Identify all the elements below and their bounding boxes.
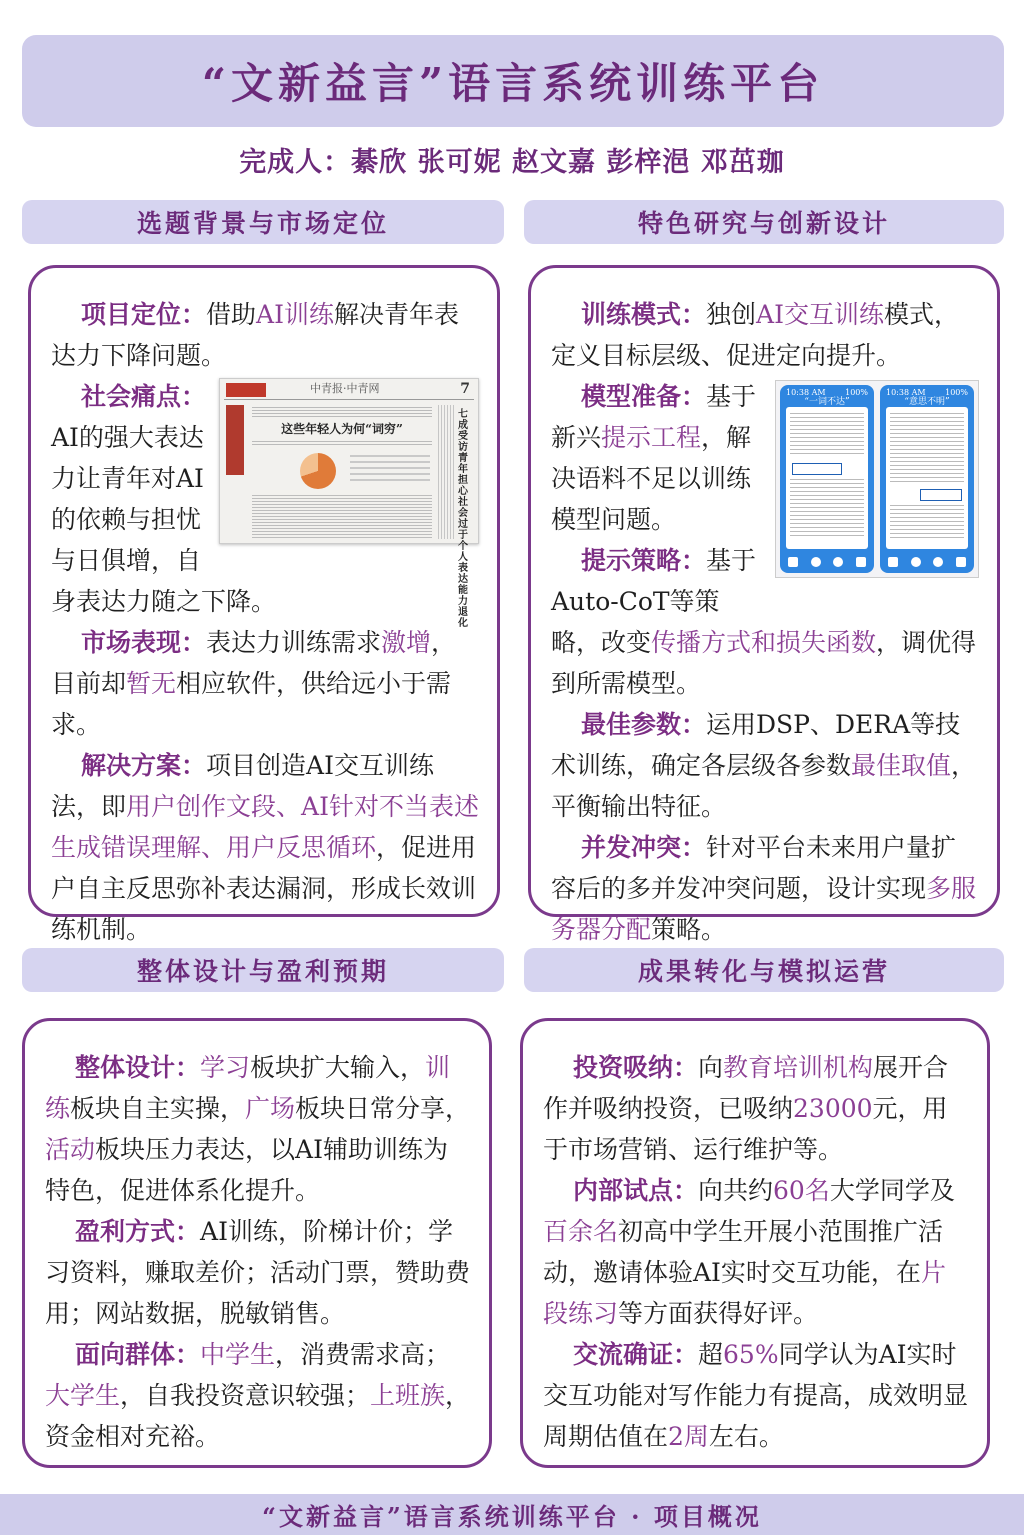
chat-text-lines	[890, 413, 964, 483]
highlight: 65%	[723, 1340, 779, 1369]
newspaper-clipping-image	[219, 378, 479, 629]
highlight: 最佳取值	[851, 751, 952, 780]
highlight: AI训练	[256, 300, 334, 329]
phone-title: “意思不明”	[904, 397, 950, 407]
text: 模式，定义目标层级、促进定向提升。	[551, 300, 959, 370]
status-battery: 100%	[945, 388, 968, 397]
key-label: 内部试点：	[573, 1176, 699, 1205]
text: 借助	[206, 300, 257, 329]
phone-toolbar	[888, 557, 966, 567]
toolbar-icon	[856, 557, 866, 567]
para-best-parameters	[551, 704, 979, 827]
section-heading-results: 成果转化与模拟运营	[524, 948, 1004, 992]
key-label: 训练模式：	[581, 300, 707, 329]
highlight: 学习	[200, 1053, 251, 1082]
text: ，资金相对充裕。	[45, 1381, 471, 1451]
highlight-box	[792, 463, 842, 475]
newspaper-text-lines	[252, 441, 432, 447]
text: 同学认为AI实时交互功能对写作能力有提高，成效明显周期估值在	[543, 1340, 969, 1451]
highlight: 60名	[773, 1176, 830, 1205]
text: 展开合作并吸纳投资，已吸纳	[543, 1053, 949, 1123]
text: 基于Auto-CoT等策略，改变	[551, 546, 757, 657]
key-label: 项目定位：	[81, 300, 207, 329]
card-features	[528, 265, 1000, 944]
newspaper-masthead: 中青报·中青网	[310, 382, 380, 395]
toolbar-icon	[933, 557, 943, 567]
highlight: 上班族	[370, 1381, 446, 1410]
text: AI训练，阶梯计价；学习资料，赚取差价；活动门票，赞助费用；网站数据，脱敏销售。	[45, 1217, 471, 1328]
para-concurrency	[551, 827, 979, 950]
highlight: 暂无	[126, 669, 177, 698]
text: 策略。	[651, 915, 727, 944]
text: ，促进用户自主反思弥补表达漏洞，形成长效训练机制。	[51, 833, 477, 944]
authors-line: 完成人：綦欣 张可妮 赵文嘉 彭梓浥 邓茁珈	[239, 147, 785, 178]
text: 等方面获得好评。	[618, 1299, 819, 1328]
text: 超	[698, 1340, 724, 1369]
newspaper-side-tag	[226, 405, 244, 475]
card-design	[22, 1018, 492, 1468]
para-feedback	[543, 1334, 969, 1457]
toolbar-icon	[811, 557, 821, 567]
toolbar-icon	[911, 557, 921, 567]
highlight: 教育培训机构	[723, 1053, 874, 1082]
toolbar-icon	[833, 557, 843, 567]
para-overall-design	[45, 1047, 471, 1211]
text: 运用DSP、DERA等技术训练，确定各层级各参数	[551, 710, 961, 780]
newspaper-headline: 这些年轻人为何“词穷”	[281, 422, 403, 436]
key-label: 盈利方式：	[75, 1217, 201, 1246]
newspaper-text-lines	[438, 405, 454, 539]
key-label: 解决方案：	[81, 751, 207, 780]
status-time: 10:38 AM	[886, 388, 926, 397]
key-label: 整体设计：	[75, 1053, 201, 1082]
text: 大学同学及	[829, 1176, 955, 1205]
text: 板块扩大输入，	[250, 1053, 426, 1082]
chat-text-lines	[790, 413, 864, 457]
section-heading-features: 特色研究与创新设计	[524, 200, 1004, 244]
newspaper-logo	[226, 383, 266, 397]
phone-title: “一词不达”	[804, 397, 850, 407]
title-banner	[22, 35, 1004, 127]
text: ，目前却	[51, 628, 457, 698]
text: 板块压力表达，以AI辅助训练为特色，促进体系化提升。	[45, 1135, 448, 1205]
para-training-mode	[551, 294, 979, 376]
highlight: 传播方式和损失函数	[651, 628, 877, 657]
status-time: 10:38 AM	[786, 388, 826, 397]
text: ，自我投资意识较强；	[120, 1381, 371, 1410]
toolbar-icon	[956, 557, 966, 567]
highlight-box	[920, 489, 962, 501]
para-investment	[543, 1047, 969, 1170]
text: 项目创造AI交互训练法，即	[51, 751, 434, 821]
newspaper-infographic	[350, 455, 430, 485]
text: 向	[698, 1053, 724, 1082]
pie-graphic	[300, 453, 336, 489]
phone-screenshot-right	[880, 385, 974, 573]
highlight: 百余名	[543, 1217, 619, 1246]
text: ，平衡输出特征。	[551, 751, 977, 821]
newspaper-text-lines	[252, 495, 432, 539]
text: ，调优得到所需模型。	[551, 628, 977, 698]
highlight: 训练	[45, 1053, 451, 1123]
toolbar-icon	[788, 557, 798, 567]
key-label: 面向群体：	[75, 1340, 201, 1369]
newspaper-text-lines	[252, 407, 432, 417]
text: 独创	[706, 300, 757, 329]
newspaper-page-number: 7	[460, 381, 470, 397]
key-label: 社会痛点：	[81, 382, 207, 411]
key-label: 交流确证：	[573, 1340, 699, 1369]
text: 表达力训练需求	[206, 628, 382, 657]
footer-bar: “文新益言”语言系统训练平台 · 项目概况	[0, 1494, 1024, 1535]
newspaper-rule	[224, 399, 474, 400]
highlight: 2周	[668, 1422, 709, 1451]
highlight: AI交互训练	[756, 300, 884, 329]
text: 基于新兴	[551, 382, 757, 452]
toolbar-icon	[888, 557, 898, 567]
text: 向共约	[698, 1176, 774, 1205]
highlight: 片段练习	[543, 1258, 946, 1328]
highlight: 用户创作文段、AI针对不当表述生成错误理解、用户反思循环	[51, 792, 479, 862]
phone-toolbar	[788, 557, 866, 567]
chat-screen	[786, 407, 868, 549]
key-label: 模型准备：	[581, 382, 707, 411]
key-label: 投资吸纳：	[573, 1053, 699, 1082]
para-market-performance	[51, 622, 479, 745]
para-project-positioning	[51, 294, 479, 376]
highlight: 活动	[45, 1135, 96, 1164]
section-heading-background: 选题背景与市场定位	[22, 200, 504, 244]
chat-screen	[886, 407, 968, 549]
key-label: 最佳参数：	[581, 710, 707, 739]
section-heading-design: 整体设计与盈利预期	[22, 948, 504, 992]
para-internal-pilot	[543, 1170, 969, 1334]
key-label: 提示策略：	[581, 546, 707, 575]
highlight: 23000	[793, 1094, 873, 1123]
text: 解决青年表达力下降问题。	[51, 300, 459, 370]
app-screenshots-image	[775, 380, 979, 578]
text: AI的强大表达力让青年对AI的依赖与担忧与日俱增，自身表达力随之下降。	[51, 423, 277, 616]
key-label: 并发冲突：	[581, 833, 707, 862]
highlight: 广场	[245, 1094, 296, 1123]
para-solution	[51, 745, 479, 950]
chat-text-lines	[790, 479, 864, 539]
para-target-groups	[45, 1334, 471, 1457]
highlight: 激增	[381, 628, 432, 657]
key-label: 市场表现：	[81, 628, 207, 657]
status-battery: 100%	[845, 388, 868, 397]
card-background	[28, 265, 500, 944]
text: ，消费需求高；	[275, 1340, 451, 1369]
newspaper-vertical-headline: 七成受访青年担心社会过于个人表达能力退化	[458, 409, 468, 629]
text: 板块自主实操，	[70, 1094, 246, 1123]
highlight: 多服务器分配	[551, 874, 977, 944]
highlight: 大学生	[45, 1381, 121, 1410]
text: ，解决语料不足以训练模型问题。	[551, 423, 752, 534]
text: 元，用于市场营销、运行维护等。	[543, 1094, 948, 1164]
text: 板块日常分享，	[295, 1094, 471, 1123]
page-title: “文新益言”语言系统训练平台	[201, 59, 825, 108]
text: 左右。	[708, 1422, 784, 1451]
para-profit-model	[45, 1211, 471, 1334]
text: 初高中学生开展小范围推广活动，邀请体验AI实时交互功能，在	[543, 1217, 944, 1287]
highlight: 中学生	[200, 1340, 276, 1369]
card-results	[520, 1018, 990, 1468]
highlight: 提示工程	[601, 423, 702, 452]
chat-text-lines	[890, 505, 964, 539]
text: 相应软件，供给远小于需求。	[51, 669, 452, 739]
phone-screenshot-left	[780, 385, 874, 573]
text: 针对平台未来用户量扩容后的多并发冲突问题，设计实现	[551, 833, 957, 903]
